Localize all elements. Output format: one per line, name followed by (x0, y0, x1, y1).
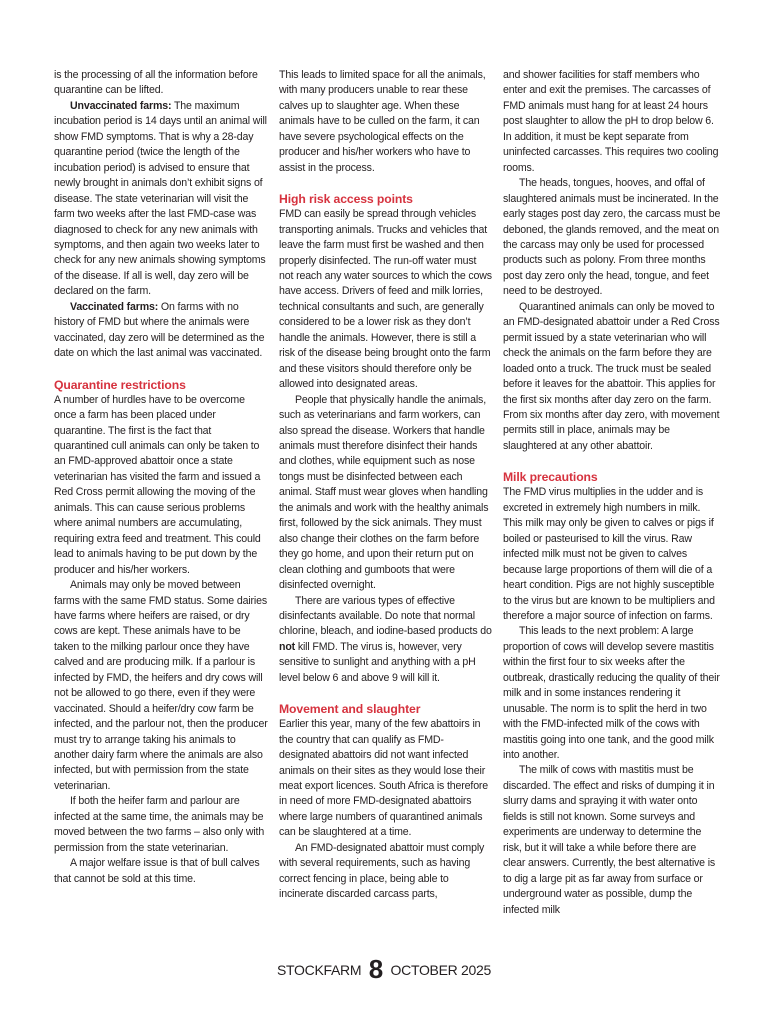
paragraph: The milk of cows with mastitis must be discarded. The effect and risks of dumping it in slurry dams and spraying it with water onto fields is still not known. Some surveys and experiments are underway to determine the risk, but it will take a while before there are clear answers. Currently, the best alternative is to dig a large pit as far away from surface or underground water as possible, dump the infected milk (503, 764, 716, 916)
paragraph-text: kill FMD. The virus is, however, very sensitive to sunlight and anything with a pH level below 6 and above 9 will kill it. (279, 640, 476, 684)
paragraph: A number of hurdles have to be overcome once a farm has been placed under quarantine. The first is the fact that quarantined cull animals can only be taken to an FMD-approved abattoir once a state veterinarian has visited the farm and issued a Red Cross permit allowing the moving of the animals. This can cause serious problems where animal numbers are accumulating, requiring extra feed and treatment. This could lead to animals having to be put down by the producer and his/her workers. (54, 393, 261, 576)
paragraph: People that physically handle the animals, such as veterinarians and farm workers, can also spread the disease. Workers that handle animals must therefore disinfect their hands and clothes, while equipment such as nose tongs must be disinfected between each animal. Staff must wear gloves when handling the animals and work with the healthy animals first, followed by the sick animals. They must also change their clothes on the farm before they go home, and upon their return put on clean clothing and gumboots that were disinfected overnight. (279, 393, 489, 592)
paragraph: is the processing of all the information before quarantine can be lifted. (54, 69, 258, 97)
issue-date: OCTOBER 2025 (390, 962, 491, 978)
run-in-heading: Vaccinated farms: (70, 300, 159, 313)
section-heading-quarantine-restrictions: Quarantine restrictions (54, 377, 186, 392)
section-heading-milk-precautions: Milk precautions (503, 470, 598, 485)
paragraph: and shower facilities for staff members who enter and exit the premises. The carcasses of FMD animals must hang for at least 24 hours post slaughter to allow the pH to drop below 6. In addition, it must be kept separate from uninfected carcasses. This requires two cooling rooms. (503, 69, 719, 174)
page-footer (0, 954, 768, 985)
paragraph: If both the heifer farm and parlour are infected at the same time, the animals may be moved between the two farms – also only with permission from the state veterinarian. (54, 795, 265, 854)
section-heading-high-risk-access-points: High risk access points (279, 192, 413, 207)
paragraph: The FMD virus multiplies in the udder and is excreted in extremely high numbers in milk. This milk may only be given to calves or pigs if boiled or pasteurised to kill the virus. Raw infected milk must not be given to calves because large proportions of them will die of a heart condition. Pigs are not highly susceptible to the virus but are known to be multipliers and therefore a major source of infection on farms. (503, 486, 715, 622)
section-heading-movement-and-slaughter: Movement and slaughter (279, 702, 421, 717)
run-in-heading: Unvaccinated farms: (70, 99, 172, 112)
paragraph: This leads to limited space for all the animals, with many producers unable to rear these calves up to slaughter age. When these animals have to be culled on the farm, it can have severe psychological effects on the producer and his/her workers who have to assist in the process. (279, 69, 486, 174)
paragraph: FMD can easily be spread through vehicles transporting animals. Trucks and vehicles that leave the farm must first be washed and then properly disinfected. The run-off water must not reach any water sources to which the cows have access. Drivers of feed and milk lorries, technical consultants and such, are generally considered to be a lower risk as they don’t handle the animals. However, there is still a risk of the disease being brought onto the farm and these visitors should therefore only be allowed into designated areas. (279, 208, 492, 391)
article-column-1 (54, 68, 268, 887)
paragraph: The heads, tongues, hooves, and offal of slaughtered animals must be incinerated. In the early stages post day zero, the carcass must be deboned, the glands removed, and the meat on the carcass may only be used for processed products such as polony. From three months post day zero only the head, tongue, and feet need to be destroyed. (503, 177, 721, 298)
publication-name: STOCKFARM (277, 962, 362, 978)
paragraph-text: On farms with no history of FMD but where the animals were vaccinated, day zero will be determined as the date on which the last animal was vaccinated. (54, 300, 265, 360)
paragraph: A major welfare issue is that of bull calves that cannot be sold at this time. (54, 857, 260, 885)
paragraph-text: There are various types of effective disinfectants available. Do note that normal chlorine, bleach, and iodine-based products do (279, 594, 492, 638)
page-number: 8 (368, 954, 383, 984)
paragraph: Quarantined animals can only be moved to an FMD-designated abattoir under a Red Cross permit issued by a state veterinarian who will check the animals on the farm before they are loaded onto a truck. The truck must be sealed before it leaves for the abattoir. This applies for the first six months after day zero on the farm. From six months after day zero, with movement permits still in place, animals may be slaughtered at any other abattoir. (503, 300, 720, 452)
paragraph: Earlier this year, many of the few abattoirs in the country that can qualify as FMD-designated abattoirs did not want infected animals on their sites as they would lose their meat export licences. South Africa is therefore in need of more FMD-designated abattoirs where large numbers of quarantined animals can be slaughtered at a time. (279, 718, 489, 839)
paragraph: An FMD-designated abattoir must comply with several requirements, such as having correct fencing in place, being able to incinerate discarded carcass parts, (279, 841, 485, 901)
article-column-3 (503, 68, 721, 918)
paragraph: This leads to the next problem: A large proportion of cows will develop severe mastitis within the first four to six weeks after the outbreak, drastically reducing the quality of their milk and in some instances rendering it unusable. The norm is to split the herd in two with the FMD-infected milk of the cows with mastitis going into one tank, and the good milk into another. (503, 625, 720, 762)
paragraph (279, 594, 493, 687)
paragraph-text: The maximum incubation period is 14 days until an animal will show FMD symptoms. That is why a 28-day quarantine period (twice the length of the incubation period) is advised to ensure that newly brought in animals don’t exhibit signs of disease. The state veterinarian will visit the farm two weeks after the last FMD-case was diagnosed to check for any new animals with symptoms, and then again two weeks later to check for any new animals showing symptoms of the disease. If all is well, day zero will be declared on the farm. (54, 99, 267, 298)
emphasis-text: not (279, 640, 296, 653)
paragraph: Animals may only be moved between farms with the same FMD status. Some dairies have farms where heifers are raised, or dry cows are kept. These animals have to be taken to the milking parlour once they have calved and are producing milk. If a parlour is infected by FMD, the heifers and dry cows will not be allowed to go there, even if they were vaccinated. Should a heifer/dry cow farm be infected, and the parlour not, then the producer must try to arrange taking his animals to another dairy farm where the animals are also infected, but with permission from the state veterinarian. (54, 579, 268, 792)
paragraph (54, 300, 268, 362)
article-column-2 (279, 68, 493, 903)
paragraph (54, 99, 268, 300)
